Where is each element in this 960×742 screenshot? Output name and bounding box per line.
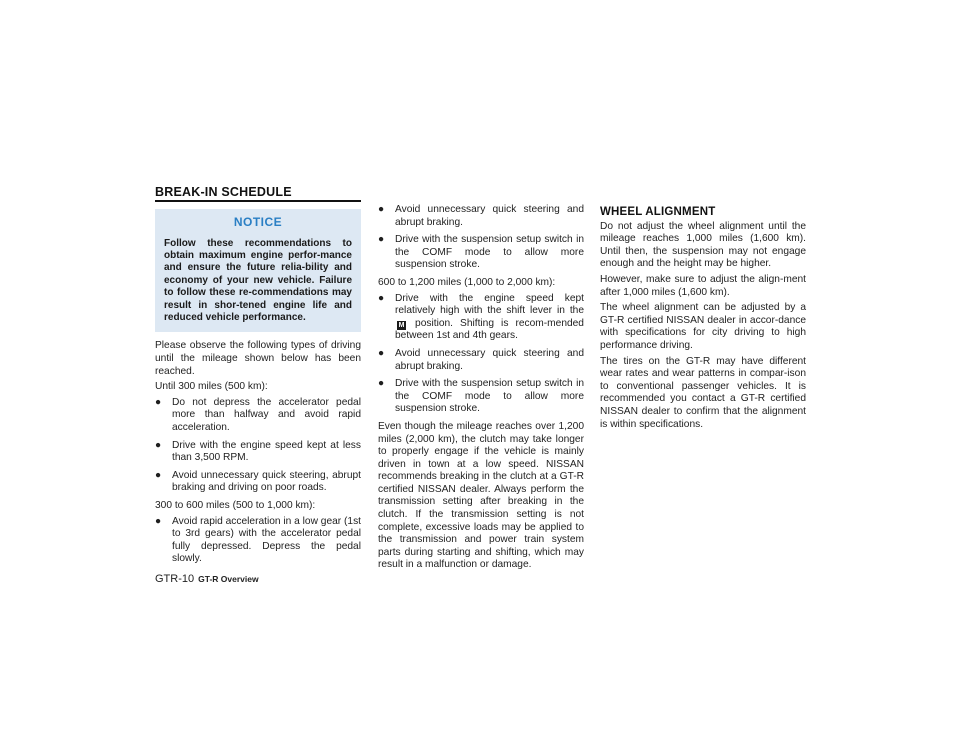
column-2 [378, 204, 584, 575]
list-item: ● Do not depress the accelerator pedal more than halfway and avoid rapid acceleration. [155, 396, 361, 433]
bullet-icon: ● [155, 396, 162, 408]
title-rule [155, 200, 361, 202]
stage-2-list-continued [378, 204, 584, 272]
list-item: ● Avoid unnecessary quick steering and abrupt braking. [378, 204, 584, 228]
bullet-icon: ● [378, 204, 385, 215]
stage-2-list [155, 516, 361, 566]
paragraph: The tires on the GT-R may have different wear rates and wear patterns in compar-ison to conventional passenger vehicles. It is recommended you contact a GT-R certified NISSAN dealer to confirm that the alignment is within specifications. [600, 355, 806, 430]
notice-box [155, 209, 361, 332]
column-1 [155, 209, 361, 571]
wheel-alignment-heading: WHEEL ALIGNMENT [600, 206, 716, 218]
stage-1-heading: Until 300 miles (500 km): [155, 381, 268, 393]
list-item: ● Drive with the engine speed kept relatively high with the shift lever in the M position. Shifting is recom-mended between 1st and 4th gears. [378, 292, 584, 342]
list-item: ● Drive with the suspension setup switch in the COMF mode to allow more suspension stroke. [378, 378, 584, 415]
intro-paragraph: Please observe the following types of driving until the mileage shown below has been reached. [155, 340, 361, 377]
stage-3-list [378, 293, 584, 416]
bullet-icon: ● [378, 347, 385, 359]
list-item: ● Avoid unnecessary quick steering, abrupt braking and driving on poor roads. [155, 469, 361, 494]
footer-section-name: GT-R Overview [198, 574, 259, 584]
list-item: ● Avoid rapid acceleration in a low gear (1st to 3rd gears) with the accelerator pedal fully depressed. Depress the pedal slowly. [155, 515, 361, 565]
list-item: ● Drive with the engine speed kept at less than 3,500 RPM. [155, 439, 361, 464]
bullet-icon: ● [155, 469, 162, 481]
notice-body: Follow these recommendations to obtain maximum engine perfor-mance and ensure the future relia-bility and economy of your new vehicle. Failure to follow these re-commendations may result in shor-tened engine life and reduced vehicle performance. [164, 237, 352, 324]
bullet-icon: ● [378, 292, 385, 304]
bullet-icon: ● [378, 234, 385, 246]
stage-1-list [155, 397, 361, 495]
bullet-icon: ● [378, 378, 385, 390]
paragraph: However, make sure to adjust the align-ment after 1,000 miles (1,600 km). [600, 273, 806, 298]
list-item: ● Drive with the suspension setup switch in the COMF mode to allow more suspension stroke. [378, 234, 584, 271]
page-footer [155, 573, 259, 585]
closing-paragraph: Even though the mileage reaches over 1,200 miles (2,000 km), the clutch may take longer to properly engage if the vehicle is mainly driven in town at a low speed. NISSAN recommends breaking in the clutch at a GT-R certified NISSAN dealer. Always perform the transmission setting after breaking in the clutch. If the transmission setting is not complete, excessive loads may be applied to the transmission and power train system parts during starting and shifting, which may result in a malfunction or damage. [378, 420, 584, 571]
stage-3-heading: 600 to 1,200 miles (1,000 to 2,000 km): [378, 276, 556, 288]
column-3 [600, 206, 806, 434]
paragraph: The wheel alignment can be adjusted by a GT-R certified NISSAN dealer in accor-dance with specifications for city driving to high performance driving. [600, 302, 806, 351]
paragraph: Do not adjust the wheel alignment until the mileage reaches 1,000 miles (1,600 km). Until then, the suspension may not engage enough and the height may be higher. [600, 220, 806, 270]
page-number: GTR-10 [155, 573, 195, 585]
manual-mode-icon: M [398, 321, 405, 329]
notice-title: NOTICE [233, 215, 283, 229]
stage-2-heading: 300 to 600 miles (500 to 1,000 km): [155, 499, 316, 511]
section-title: BREAK-IN SCHEDULE [155, 185, 292, 199]
bullet-icon: ● [155, 439, 162, 451]
bullet-icon: ● [155, 515, 162, 527]
list-item: ● Avoid unnecessary quick steering and abrupt braking. [378, 347, 584, 372]
